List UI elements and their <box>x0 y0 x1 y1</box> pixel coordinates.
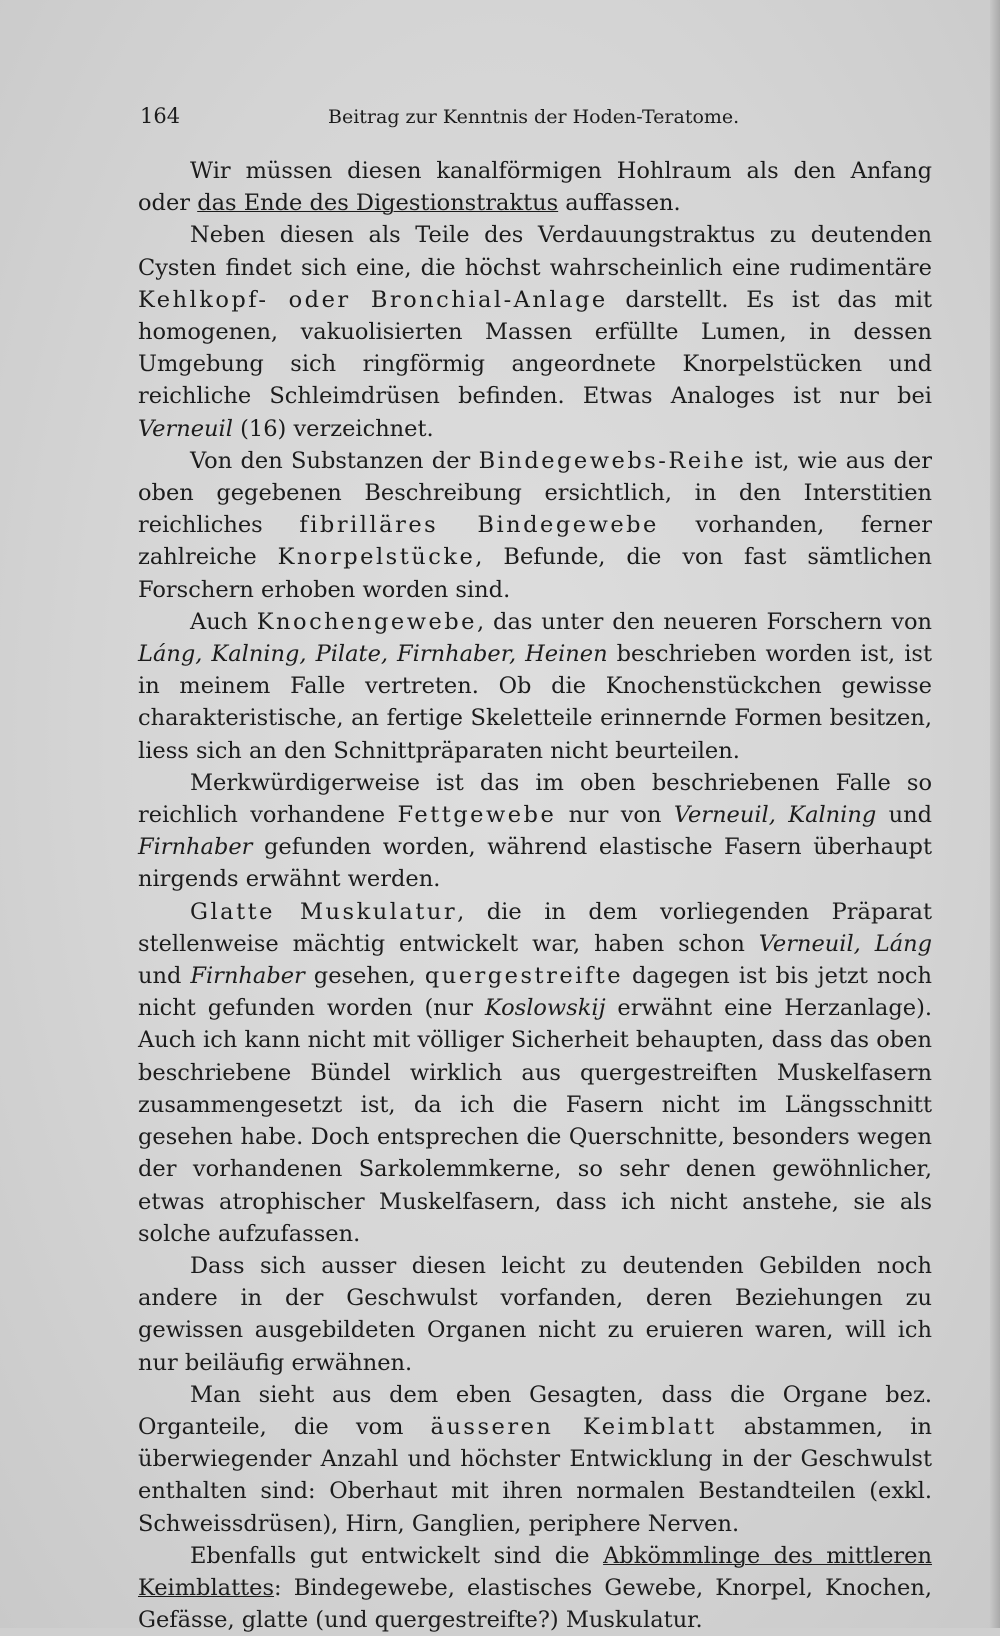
text-run: gefunden worden, während elastische Fasern überhaupt nirgends erwähnt werden. <box>138 834 932 893</box>
text-run: nur von <box>556 802 674 829</box>
spaced-emphasis: äusseren Keimblatt <box>430 1413 717 1440</box>
spaced-emphasis: fibrilläres Bindegewebe <box>299 512 659 539</box>
paragraph <box>138 896 932 1250</box>
spaced-emphasis: Glatte Muskulatur <box>190 898 458 925</box>
page-number: 164 <box>140 104 181 128</box>
spaced-emphasis: Knorpelstücke <box>277 544 476 571</box>
text-run: , Befunde, die von fast sämtlichen Forschern erhoben worden sind. <box>138 544 932 603</box>
text-run: und <box>138 963 191 990</box>
paragraph <box>138 219 932 444</box>
text-run: : Bindegewebe, elastisches Gewebe, Knorpel, Knochen, Gefässe, glatte (und quergestreifte?) Muskulatur. <box>138 1574 932 1634</box>
text-run: gesehen, <box>304 963 425 990</box>
running-title: Beitrag zur Kenntnis der Hoden-Teratome. <box>328 106 740 128</box>
text-run: Merkwürdigerweise ist das im oben beschriebenen Falle so reichlich vorhandene <box>138 769 932 829</box>
paragraph <box>138 445 932 606</box>
text-run: ist, wie aus der oben gegebenen Beschreibung ersichtlich, in den Interstitien reichliches <box>138 447 932 539</box>
text-run: und <box>876 802 932 829</box>
author-name: Koslowskij <box>484 995 606 1022</box>
page-header <box>140 104 930 136</box>
author-name: Firnhaber <box>138 834 253 861</box>
paragraph <box>138 1250 932 1379</box>
paragraph <box>138 155 932 219</box>
author-name: Verneuil, Kalning <box>673 802 877 829</box>
author-name: Firnhaber <box>190 963 305 990</box>
spaced-emphasis: Bindegewebs-Reihe <box>478 447 747 474</box>
text-run: darstellt. Es ist das mit homogenen, vakuolisierten Massen erfüllte Lumen, in dessen Umgebung sich ringförmig angeordnete Knorpelstücken und reichliche Schleimdrüsen befinden. Etwas Analoges ist nur bei <box>138 286 932 410</box>
spaced-emphasis: Knochengewebe <box>256 608 477 635</box>
author-name: Láng, Kalning, Pilate, Firnhaber, Heinen <box>138 641 608 668</box>
underlined-text: Abkömmlinge des mittleren Keimblattes <box>138 1542 932 1601</box>
text-run: , die in dem vorliegenden Präparat stellenweise mächtig entwickelt war, haben schon <box>138 898 932 957</box>
text-run: , das unter den neueren Forschern von <box>477 608 932 635</box>
page-edge <box>990 0 1000 1628</box>
author-name: Verneuil, Láng <box>758 930 933 957</box>
text-run: Auch <box>190 608 257 635</box>
text-run: dagegen ist bis jetzt noch nicht gefunden worden (nur <box>138 963 932 1022</box>
text-run: Dass sich ausser diesen leicht zu deutenden Gebilden noch andere in der Geschwulst vorfanden, deren Beziehungen zu gewissen ausgebildeten Organen nicht zu eruieren waren, will ich nur beiläufig erwähnen. <box>138 1252 932 1376</box>
underlined-text: das Ende des Digestionstraktus <box>197 190 559 217</box>
text-run: Man sieht aus dem eben Gesagten, dass die Organe bez. Organteile, die vom <box>138 1381 932 1440</box>
paragraph <box>138 1540 932 1636</box>
text-run: Neben diesen als Teile des Verdauungstraktus zu deutenden Cysten findet sich eine, die höchst wahrscheinlich eine rudimentäre <box>138 222 932 281</box>
text-run: erwähnt eine Herzanlage). Auch ich kann nicht mit völliger Sicherheit behaupten, dass das oben beschriebene Bündel wirklich aus quergestreiften Muskelfasern zusammengesetzt ist, da ich die Fasern nicht im Längsschnitt gesehen habe. Doch entsprechen die Querschnitte, besonders wegen der vorhandenen Sarkolemmkerne, so sehr denen gewöhnlicher, etwas atrophischer Muskelfasern, dass ich nicht anstehe, sie als solche aufzufassen. <box>138 995 932 1247</box>
text-run: abstammen, in überwiegender Anzahl und höchster Entwicklung in der Geschwulst enthalten sind: Oberhaut mit ihren normalen Bestandteilen (exkl. Schweissdrüsen), Hirn, Ganglien, periphere Nerven. <box>138 1413 932 1537</box>
text-run: Wir müssen diesen kanalförmigen Hohlraum als den Anfang oder <box>138 158 932 217</box>
author-name: Verneuil <box>138 415 233 442</box>
text-run: vorhanden, ferner zahlreiche <box>138 512 932 571</box>
spaced-emphasis: Kehlkopf- oder Bronchial-Anlage <box>138 286 608 313</box>
paragraph <box>138 767 932 896</box>
text-run: Von den Substanzen der <box>190 447 479 474</box>
text-run: beschrieben worden ist, ist in meinem Falle vertreten. Ob die Knochenstückchen gewisse charakteristische, an fertige Skeletteile erinnernde Formen besitzen, liess sich an den Schnittpräparaten nicht beurteilen. <box>138 641 932 764</box>
paragraph <box>138 606 932 767</box>
text-run: auffassen. <box>558 190 681 217</box>
text-run: Ebenfalls gut entwickelt sind die <box>190 1542 604 1569</box>
spaced-emphasis: quergestreifte <box>424 963 624 990</box>
spaced-emphasis: Fettgewebe <box>397 802 557 829</box>
text-run: (16) verzeichnet. <box>232 415 434 442</box>
body-text <box>138 155 932 1636</box>
paragraph <box>138 1379 932 1540</box>
